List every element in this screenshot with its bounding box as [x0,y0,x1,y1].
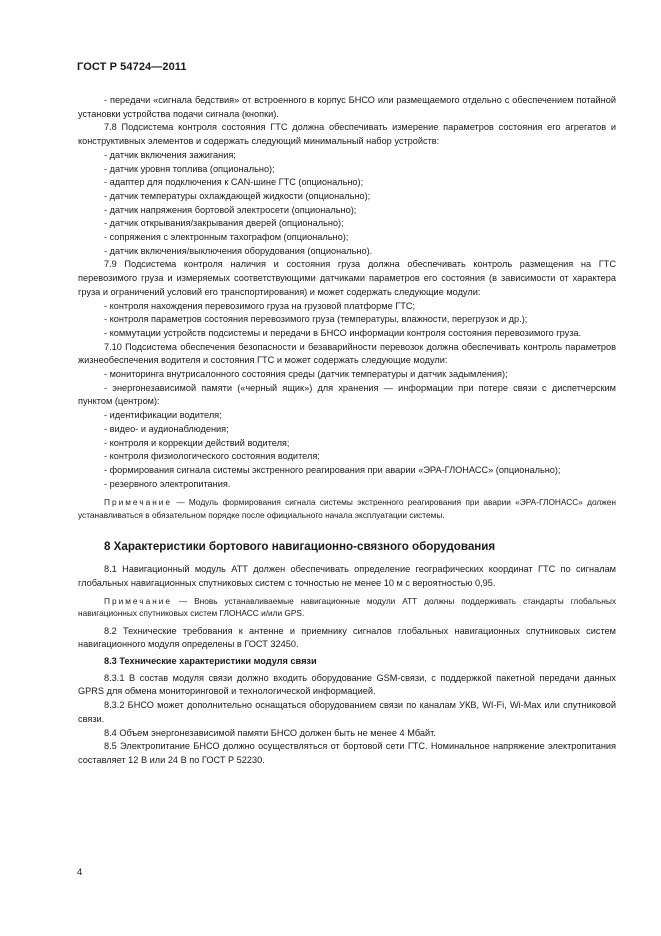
paragraph: 7.10 Подсистема обеспечения безопасности и безаварийности перевозок должна обеспечивать контроль параметров жизнеобеспечения водителя и состояния ГТС и может содержать следующие модули: [78,341,616,366]
list-item: - датчик включения/выключения оборудования (опционально). [104,245,373,256]
list-item: - видео- и аудионаблюдения; [104,423,229,434]
note-text: — Модуль формирования сигнала системы экстренного реагирования при аварии «ЭРА-ГЛОНАСС» должен устанавливаться в обязательном порядке после официального начала эксплуатации системы. [78,497,616,520]
paragraph: 8.1 Навигационный модуль АТТ должен обеспечивать определение географических координат ГТС по сигналам глобальных навигационных спутниковых систем с точностью не менее 10 м с вероятностью 0,95. [78,563,616,588]
paragraph: 7.9 Подсистема контроля наличия и состояния груза должна обеспечивать контроль размещения на ГТС перевозимого груза и измеряемых соответствующими датчиками параметров его состояния (в зависимости от характера груза и ограничений условий его транспортирования) и может содержать следующие модули: [78,259,616,297]
list-item: - идентификации водителя; [104,410,222,421]
list-item: - коммутации устройств подсистемы и передачи в БНСО информации контроля состояния перевозимого груза. [104,327,582,338]
section-heading: 8 Характеристики бортового навигационно-связного оборудования [104,539,496,553]
page-body [78,94,616,768]
list-item: - датчик уровня топлива (опционально); [104,163,275,174]
list-item: - контроля параметров состояния перевозимого груза (температуры, влажности, перегрузок и др.); [104,314,528,325]
list-item: - энергонезависимой памяти («черный ящик») для хранения — информации при потере связи с диспетчерским пунктом (центром): [78,382,616,407]
list-item: - контроля и коррекции действий водителя; [104,437,290,448]
note-label: Примечание [104,596,173,607]
note [78,496,616,520]
list-item: - сопряжения с электронным тахографом (опционально); [104,232,349,243]
page-number: 4 [77,867,83,878]
list-item: - контроля физиологического состояния водителя; [104,451,320,462]
document-header: ГОСТ Р 54724—2011 [77,61,187,73]
paragraph: 8.2 Технические требования к антенне и приемнику сигналов глобальных навигационных спутниковых систем навигационного модуля определены в ГОСТ 32450. [78,625,616,650]
note-text: — Вновь устанавливаемые навигационные модули АТТ должны поддерживать стандарты глобальных навигационных спутниковых систем ГЛОНАСС и/или GPS. [78,596,616,619]
note-label: Примечание [104,497,173,508]
list-item: - контроля нахождения перевозимого груза на грузовой платформе ГТС; [104,300,416,311]
paragraph: 8.3.1 В состав модуля связи должно входить оборудование GSM-связи, с поддержкой пакетной передачи данных GPRS для обмена мониторинговой и технологической информацией. [78,672,616,697]
paragraph: 8.3.2 БНСО может дополнительно оснащаться оборудованием связи по каналам УКВ, WI-Fi, Wi-Max или спутниковой связи. [78,700,616,724]
paragraph: 7.8 Подсистема контроля состояния ГТС должна обеспечивать измерение параметров состояния его агрегатов и конструктивных элементов и содержать следующий минимальный набор устройств: [78,122,616,147]
list-item: - датчик температуры охлаждающей жидкости (опционально); [104,190,371,201]
list-item: - мониторинга внутрисалонного состояния среды (датчик температуры и датчик задымления); [104,369,508,380]
list-item: - датчик включения зажигания; [104,149,236,160]
subsection-heading: 8.3 Технические характеристики модуля связи [104,656,317,667]
note [78,595,616,619]
list-item: - адаптер для подключения к CAN-шине ГТС (опционально); [104,177,364,188]
list-item: - формирования сигнала системы экстренного реагирования при аварии «ЭРА-ГЛОНАСС» (опционально); [104,464,561,475]
paragraph: 8.4 Объем энергонезависимой памяти БНСО должен быть не менее 4 Мбайт. [104,727,436,738]
list-item: - датчик напряжения бортовой электросети (опционально); [104,204,357,215]
list-item: - датчик открывания/закрывания дверей (опционально); [104,218,344,229]
list-item: - резервного электропитания. [104,478,231,489]
paragraph: 8.5 Электропитание БНСО должно осуществляться от бортовой сети ГТС. Номинальное напряжение электропитания составляет 12 В или 24 В по ГОСТ Р 52230. [78,741,616,765]
paragraph: - передачи «сигнала бедствия» от встроенного в корпус БНСО или размещаемого отдельно с обеспечением потайной установки устройства подачи сигнала (кнопки). [78,95,616,119]
